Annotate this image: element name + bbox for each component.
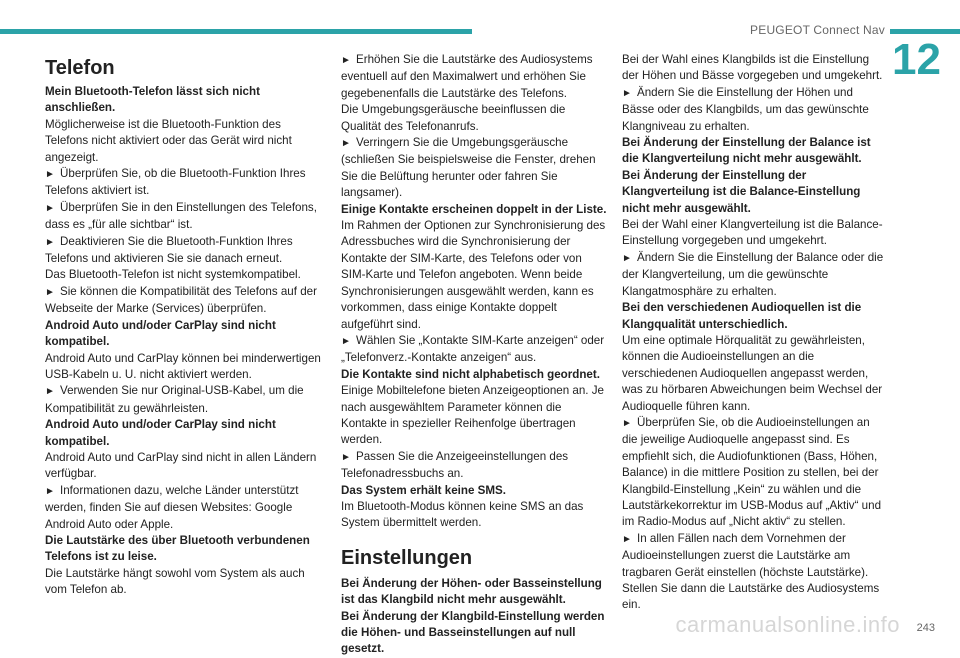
- problem-heading: Bei Änderung der Einstellung der Klangverteilung ist die Balance-Einstellung nicht mehr ausgewählt.: [622, 168, 861, 215]
- col1-paragraphs: [45, 84, 325, 599]
- body-text: Möglicherweise ist die Bluetooth-Funktion des Telefons nicht aktiviert oder das Gerät wird nicht angezeigt.: [45, 117, 292, 164]
- body-text: Die Lautstärke hängt sowohl vom System als auch vom Telefon ab.: [45, 566, 305, 597]
- column-2: [341, 52, 607, 658]
- body-text: Android Auto und CarPlay können bei minderwertigen USB-Kabeln u. U. nicht aktiviert werden.: [45, 351, 321, 381]
- bullet-instruction: ► Ändern Sie die Einstellung der Höhen und Bässe oder des Klangbilds, um das gewünschte Klangniveau zu erhalten.: [622, 85, 888, 135]
- body-text: Die Umgebungsgeräusche beeinflussen die Qualität des Telefonanrufs.: [341, 103, 566, 133]
- col2-paragraphs-a: [341, 52, 607, 532]
- bullet-instruction: ► Informationen dazu, welche Länder unterstützt werden, finden Sie auf diesen Websites: Google Android Auto oder Apple.: [45, 483, 325, 533]
- watermark: carmanualsonline.info: [675, 612, 900, 637]
- problem-heading: Einige Kontakte erscheinen doppelt in der Liste.: [341, 202, 607, 216]
- col2-paragraphs-b: [341, 576, 607, 658]
- bullet-instruction: ► Überprüfen Sie in den Einstellungen des Telefons, dass es „für alle sichtbar“ ist.: [45, 200, 325, 234]
- problem-heading: Bei Änderung der Einstellung der Balance ist die Klangverteilung nicht mehr ausgewählt.: [622, 136, 871, 166]
- brand-title: PEUGEOT Connect Nav: [750, 23, 885, 37]
- problem-heading: Die Lautstärke des über Bluetooth verbundenen Telefons ist zu leise.: [45, 533, 310, 564]
- body-text: Einige Mobiltelefone bieten Anzeigeoptionen an. Je nach ausgewähltem Parameter können die Kontakte in spezieller Reihenfolge übertragen werden.: [341, 384, 604, 447]
- chapter-accent-bar: [890, 29, 960, 34]
- problem-heading: Bei Änderung der Höhen- oder Basseinstellung ist das Klangbild nicht mehr ausgewählt.: [341, 576, 602, 607]
- body-text: Android Auto und CarPlay sind nicht in allen Ländern verfügbar.: [45, 450, 317, 481]
- column-3: [622, 52, 888, 614]
- body-text: Im Rahmen der Optionen zur Synchronisierung des Adressbuches wird die Synchronisierung der Kontakte der SIM-Karte, des Telefons oder von SIM-Karte und Telefon angeboten. Wenn beide Synchronisierungen ausgewählt werden, kann es vorkommen, dass einige Kontakte doppelt aufgeführt sind.: [341, 219, 606, 331]
- problem-heading: Mein Bluetooth-Telefon lässt sich nicht anschließen.: [45, 85, 260, 115]
- bullet-instruction: ► Überprüfen Sie, ob die Bluetooth-Funktion Ihres Telefons aktiviert ist.: [45, 166, 325, 200]
- problem-heading: Das System erhält keine SMS.: [341, 483, 506, 497]
- bullet-instruction: ► Ändern Sie die Einstellung der Balance oder die der Klangverteilung, um die gewünschte Klangatmosphäre zu erhalten.: [622, 250, 888, 300]
- bullet-instruction: ► Passen Sie die Anzeigeeinstellungen des Telefonadressbuchs an.: [341, 449, 607, 483]
- page-number: 243: [916, 622, 935, 634]
- bullet-instruction: ► Sie können die Kompatibilität des Telefons auf der Webseite der Marke (Services) überprüfen.: [45, 284, 325, 318]
- column-1: [45, 56, 325, 599]
- bullet-instruction: ► Wählen Sie „Kontakte SIM-Karte anzeigen“ oder „Telefonverz.-Kontakte anzeigen“ aus.: [341, 333, 607, 367]
- problem-heading: Bei Änderung der Klangbild-Einstellung werden die Höhen- und Basseinstellungen auf null gesetzt.: [341, 609, 605, 656]
- bullet-instruction: ► Überprüfen Sie, ob die Audioeinstellungen an die jeweilige Audioquelle angepasst sind. Es empfiehlt sich, die Audiofunktionen (Bass, Höhen, Balance) in die mittlere Position zu stellen, bei der Klangbild-Einstellung „Kein“ zu wählen und die Lautstärkekorrektur im USB-Modus auf „Aktiv“ und im Radio-Modus auf „Nicht aktiv“ zu stellen.: [622, 415, 888, 531]
- bullet-instruction: ► Erhöhen Sie die Lautstärke des Audiosystems eventuell auf den Maximalwert und erhöhen Sie gegebenenfalls die Lautstärke des Telefons.: [341, 52, 607, 102]
- problem-heading: Bei den verschiedenen Audioquellen ist die Klangqualität unterschiedlich.: [622, 301, 862, 331]
- bullet-instruction: ► Deaktivieren Sie die Bluetooth-Funktion Ihres Telefons und aktivieren Sie sie danach erneut.: [45, 234, 325, 268]
- problem-heading: Android Auto und/oder CarPlay sind nicht kompatibel.: [45, 418, 276, 448]
- body-text: Bei der Wahl einer Klangverteilung ist die Balance-Einstellung vorgegeben und umgekehrt.: [622, 218, 883, 248]
- header-accent-bar: [0, 29, 472, 34]
- bullet-instruction: ► In allen Fällen nach dem Vornehmen der Audioeinstellungen zuerst die Lautstärke am tragbaren Gerät einstellen (höchste Lautstärke). Stellen Sie dann die Lautstärke des Audiosystems ein.: [622, 531, 888, 614]
- body-text: Im Bluetooth-Modus können keine SMS an das System übermittelt werden.: [341, 499, 584, 530]
- section-title-telefon: Telefon: [45, 57, 115, 79]
- problem-heading: Die Kontakte sind nicht alphabetisch geordnet.: [341, 367, 600, 381]
- bullet-instruction: ► Verwenden Sie nur Original-USB-Kabel, um die Kompatibilität zu gewährleisten.: [45, 383, 325, 417]
- body-text: Das Bluetooth-Telefon ist nicht systemkompatibel.: [45, 268, 301, 282]
- section-title-einstellungen: Einstellungen: [341, 546, 473, 569]
- chapter-number: 12: [892, 35, 941, 84]
- body-text: Bei der Wahl eines Klangbilds ist die Einstellung der Höhen und Bässe vorgegeben und umgekehrt.: [622, 53, 883, 83]
- bullet-instruction: ► Verringern Sie die Umgebungsgeräusche (schließen Sie beispielsweise die Fenster, drehen Sie die Belüftung herunter oder fahren Sie langsamer).: [341, 135, 607, 202]
- body-text: Um eine optimale Hörqualität zu gewährleisten, können die Audioeinstellungen an die verschiedenen Audioquellen angepasst werden, was zu hörbaren Abweichungen beim Wechsel der Audioquelle führen kann.: [622, 333, 883, 413]
- problem-heading: Android Auto und/oder CarPlay sind nicht kompatibel.: [45, 318, 276, 349]
- col3-paragraphs: [622, 52, 888, 614]
